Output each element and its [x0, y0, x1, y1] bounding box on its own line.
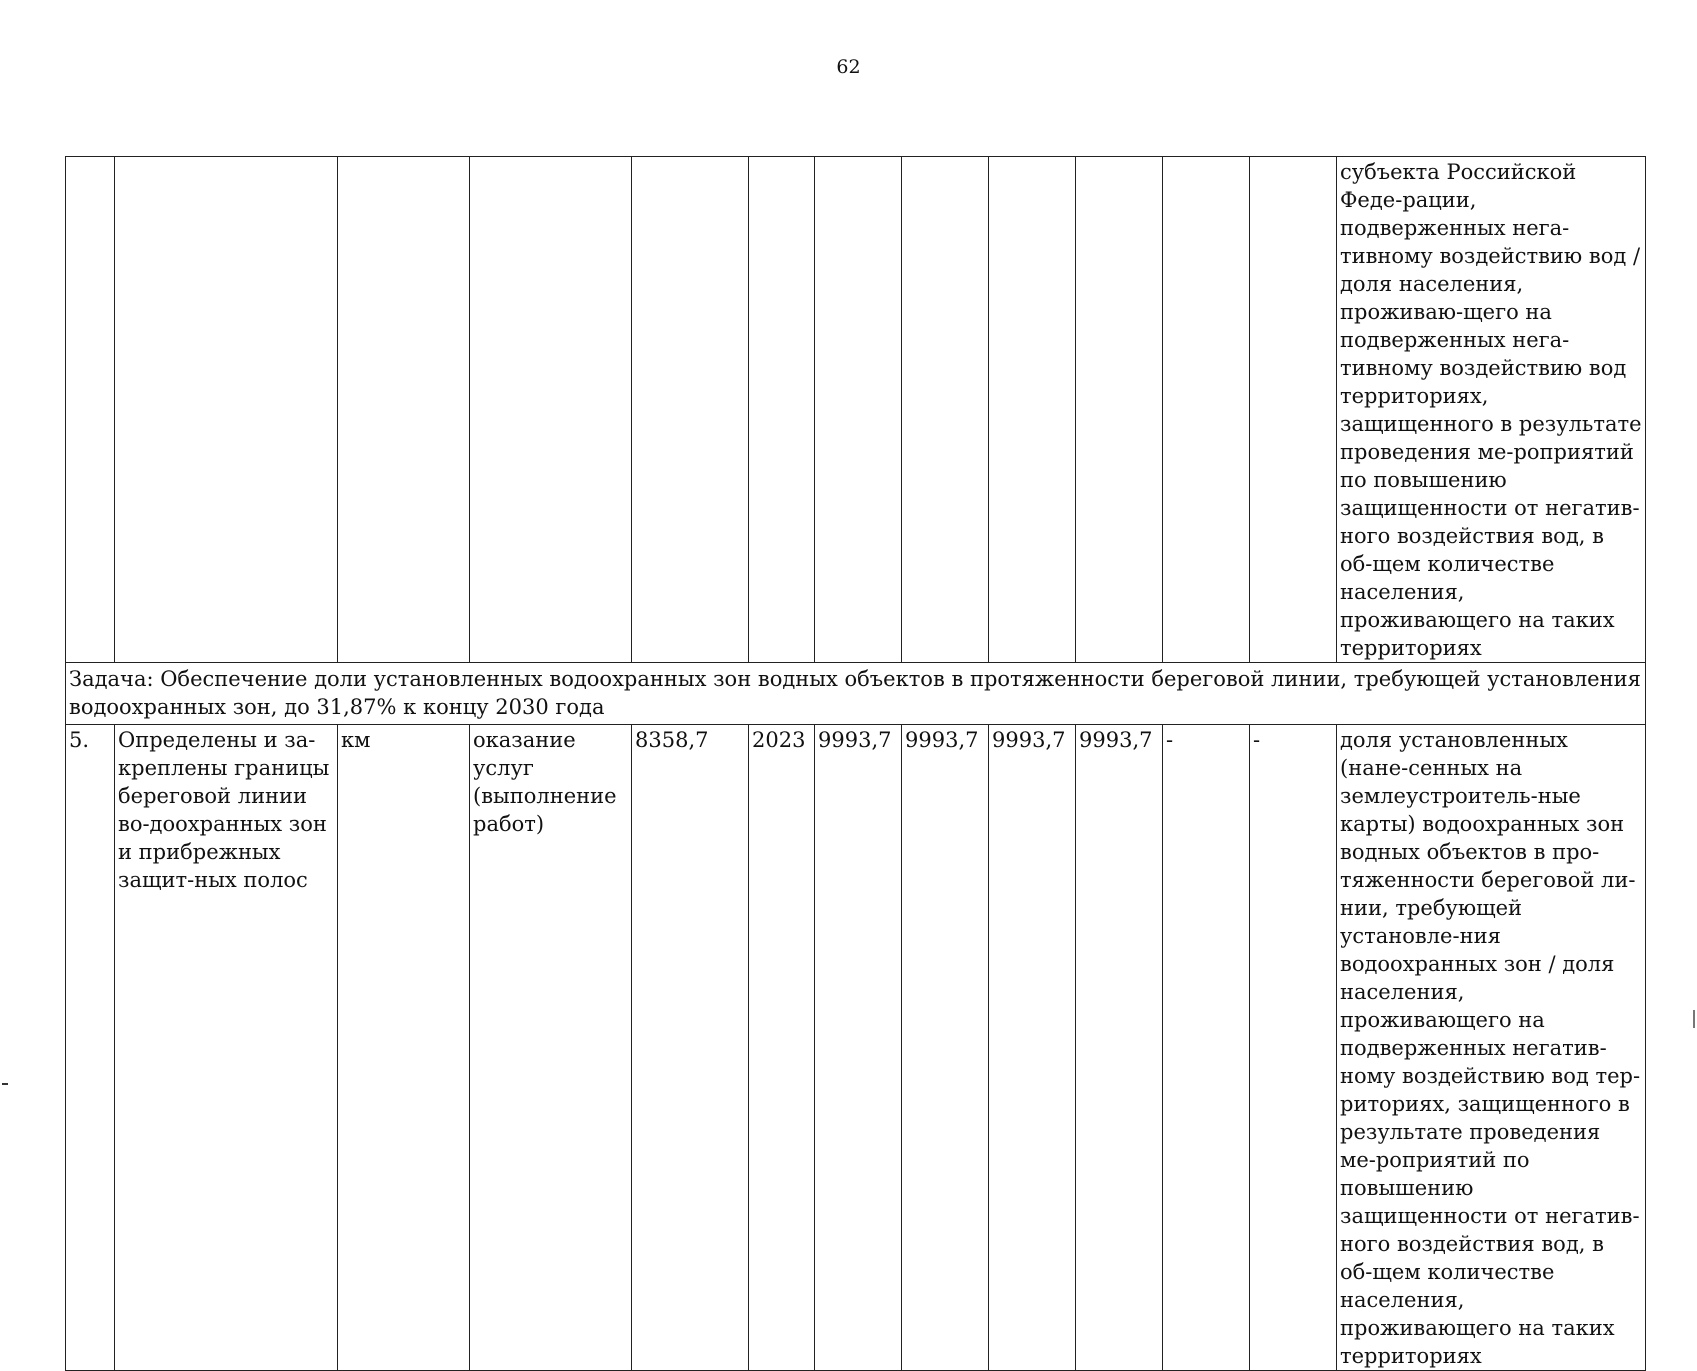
- year-value-cell-empty: [902, 157, 989, 663]
- task-row: [66, 663, 1646, 725]
- page-number: 62: [836, 56, 861, 78]
- task-cell: [66, 663, 1646, 725]
- year-value-cell: [815, 725, 902, 1371]
- measures-table: [65, 156, 1646, 1371]
- name-cell: [115, 725, 338, 1371]
- type-cell: [470, 725, 632, 1371]
- num-cell: [66, 725, 115, 1371]
- year-value-6: -: [1253, 728, 1261, 752]
- base-year: 2023: [752, 728, 806, 752]
- base-year-cell-empty: [749, 157, 815, 663]
- year-value-cell-empty: [1250, 157, 1337, 663]
- year-value-cell-empty: [815, 157, 902, 663]
- year-value-3: 9993,7: [992, 728, 1066, 752]
- year-value-2: 9993,7: [905, 728, 979, 752]
- year-value-cell: [989, 725, 1076, 1371]
- year-value-4: 9993,7: [1079, 728, 1153, 752]
- base-value-cell: [632, 725, 749, 1371]
- base-value-cell-empty: [632, 157, 749, 663]
- indicator-cell: [1337, 157, 1646, 663]
- base-value: 8358,7: [635, 728, 709, 752]
- unit-cell: [338, 725, 470, 1371]
- year-value-cell: [1076, 725, 1163, 1371]
- type-value: оказание услуг (выполнение работ): [473, 728, 617, 836]
- year-value-cell-empty: [989, 157, 1076, 663]
- year-value-cell: [902, 725, 989, 1371]
- unit-value: км: [341, 728, 371, 752]
- continuation-row: [66, 157, 1646, 663]
- indicator-cell: [1337, 725, 1646, 1371]
- scan-margin-mark: [2, 1083, 8, 1085]
- scan-margin-mark: [1693, 1010, 1695, 1028]
- year-value-cell-empty: [1163, 157, 1250, 663]
- table-row: [66, 725, 1646, 1371]
- year-value-cell-empty: [1076, 157, 1163, 663]
- indicator-text: субъекта Российской Феде-рации, подверженных нега-тивному воздействию вод / доля населения, проживаю-щего на подверженных нега-тивному воздействию вод территориях, защищенного в результате проведения ме-роприятий по повышению защищенности от негатив-ного воздействия вод, в об-щем количестве населения, проживающего на таких территориях: [1340, 160, 1642, 660]
- num-cell-empty: [66, 157, 115, 663]
- row-number: 5.: [69, 728, 90, 752]
- year-value-1: 9993,7: [818, 728, 892, 752]
- measure-name: Определены и за-креплены границы береговой линии во-доохранных зон и прибрежных защит-ных полос: [118, 728, 330, 892]
- year-value-cell: [1163, 725, 1250, 1371]
- year-value-5: -: [1166, 728, 1174, 752]
- indicator-text: доля установленных (нане-сенных на землеустроитель-ные карты) водоохранных зон водных объектов в про-тяженности береговой ли-нии, требующей установле-ния водоохранных зон / доля населения, проживающего на подверженных негатив-ному воздействию вод тер-риториях, защищенного в результате проведения ме-роприятий по повышению защищенности от негатив-ного воздействия вод, в об-щем количестве населения, проживающего на таких территориях: [1340, 728, 1641, 1368]
- name-cell-empty: [115, 157, 338, 663]
- base-year-cell: [749, 725, 815, 1371]
- unit-cell-empty: [338, 157, 470, 663]
- task-text: Задача: Обеспечение доли установленных водоохранных зон водных объектов в протяженности береговой линии, требующей установления водоохранных зон, до 31,87% к концу 2030 года: [69, 667, 1641, 719]
- year-value-cell: [1250, 725, 1337, 1371]
- type-cell-empty: [470, 157, 632, 663]
